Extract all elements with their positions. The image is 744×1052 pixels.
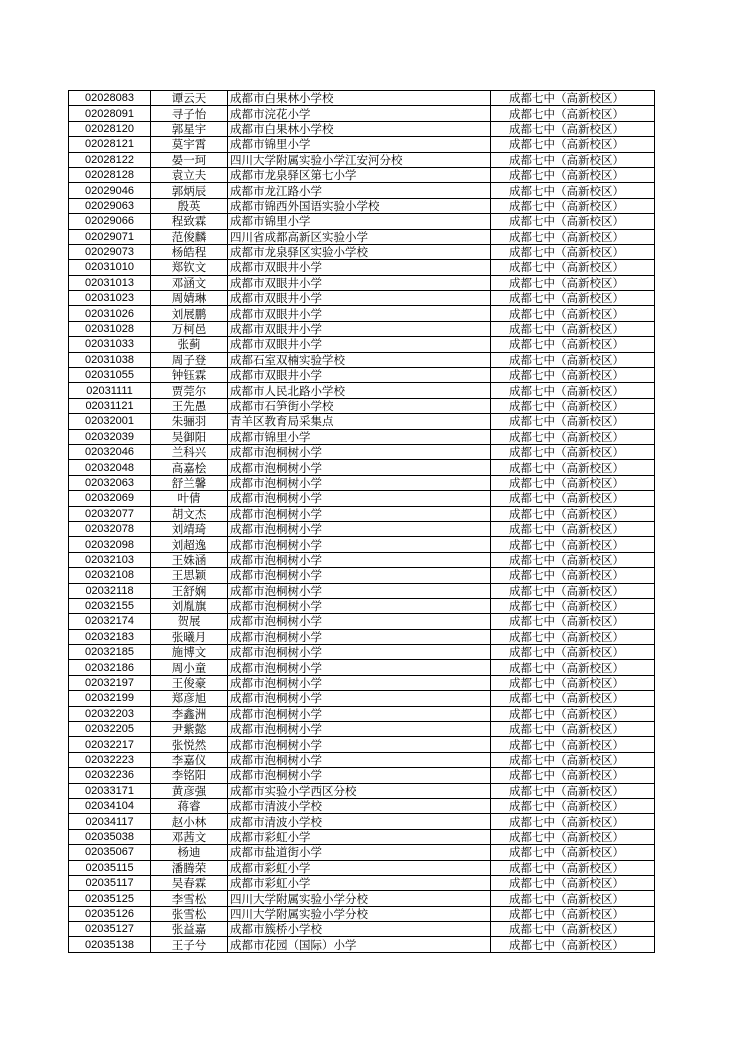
school-cell: 四川大学附属实验小学分校 [228,906,491,921]
admitted-school-cell: 成都七中（高新校区） [491,275,655,290]
table-row [69,229,655,244]
student-id-cell: 02032039 [69,429,151,444]
student-id-cell: 02031013 [69,275,151,290]
student-name-cell: 刘靖琦 [151,521,228,536]
student-name-cell: 张悦然 [151,737,228,752]
student-name-cell: 周婧琳 [151,291,228,306]
admitted-school-cell: 成都七中（高新校区） [491,891,655,906]
student-name-cell: 刘展鹏 [151,306,228,321]
admitted-school-cell: 成都七中（高新校区） [491,598,655,613]
table-row [69,752,655,767]
admitted-school-cell: 成都七中（高新校区） [491,398,655,413]
school-cell: 成都市泡桐树小学 [228,552,491,567]
student-name-cell: 王俊豪 [151,675,228,690]
school-cell: 成都市泡桐树小学 [228,598,491,613]
admitted-school-cell: 成都七中（高新校区） [491,183,655,198]
school-cell: 成都市龙泉驿区第七小学 [228,167,491,182]
student-id-cell: 02032118 [69,583,151,598]
admitted-school-cell: 成都七中（高新校区） [491,167,655,182]
student-name-cell: 邓茜文 [151,829,228,844]
student-name-cell: 张曦月 [151,629,228,644]
table-row [69,660,655,675]
table-row [69,906,655,921]
school-cell: 成都市龙江路小学 [228,183,491,198]
student-name-cell: 杨皓程 [151,244,228,259]
school-cell: 成都石室双楠实验学校 [228,352,491,367]
school-cell: 成都市泡桐树小学 [228,537,491,552]
table-row [69,845,655,860]
student-name-cell: 叶倩 [151,491,228,506]
student-name-cell: 周小童 [151,660,228,675]
admitted-school-cell: 成都七中（高新校区） [491,645,655,660]
student-name-cell: 吴御阳 [151,429,228,444]
school-cell: 成都市清波小学校 [228,798,491,813]
table-row [69,783,655,798]
table-row [69,106,655,121]
table-row [69,798,655,813]
student-name-cell: 黄彦强 [151,783,228,798]
school-cell: 成都市人民北路小学校 [228,383,491,398]
student-name-cell: 王舒娴 [151,583,228,598]
admitted-school-cell: 成都七中（高新校区） [491,675,655,690]
school-cell: 成都市彩虹小学 [228,875,491,890]
student-id-cell: 02031111 [69,383,151,398]
school-cell: 成都市花园（国际）小学 [228,937,491,952]
admitted-school-cell: 成都七中（高新校区） [491,198,655,213]
school-cell: 成都市双眼井小学 [228,306,491,321]
school-cell: 成都市泡桐树小学 [228,645,491,660]
student-id-cell: 02029066 [69,214,151,229]
student-name-cell: 赵小林 [151,814,228,829]
admitted-school-cell: 成都七中（高新校区） [491,91,655,106]
table-row [69,829,655,844]
school-cell: 四川大学附属实验小学分校 [228,891,491,906]
student-name-cell: 周子登 [151,352,228,367]
student-name-cell: 施博文 [151,645,228,660]
student-id-cell: 02029063 [69,198,151,213]
table-row [69,629,655,644]
table-row [69,922,655,937]
school-cell: 成都市泡桐树小学 [228,506,491,521]
student-id-cell: 02032223 [69,752,151,767]
admitted-school-cell: 成都七中（高新校区） [491,691,655,706]
table-row [69,429,655,444]
school-cell: 成都市簇桥小学校 [228,922,491,937]
school-cell: 成都市泡桐树小学 [228,768,491,783]
table-row [69,121,655,136]
table-row [69,568,655,583]
table-row [69,383,655,398]
student-id-cell: 02029071 [69,229,151,244]
table-row [69,521,655,536]
table-row [69,368,655,383]
admitted-school-cell: 成都七中（高新校区） [491,214,655,229]
student-id-cell: 02028091 [69,106,151,121]
admitted-school-cell: 成都七中（高新校区） [491,829,655,844]
table-row [69,214,655,229]
student-id-cell: 02035126 [69,906,151,921]
student-id-cell: 02032098 [69,537,151,552]
admitted-school-cell: 成都七中（高新校区） [491,260,655,275]
school-cell: 成都市泡桐树小学 [228,675,491,690]
admitted-school-cell: 成都七中（高新校区） [491,414,655,429]
table-row [69,768,655,783]
table-row [69,137,655,152]
table-row [69,722,655,737]
school-cell: 成都市浣花小学 [228,106,491,121]
table-row [69,706,655,721]
student-id-cell: 02028083 [69,91,151,106]
student-name-cell: 李铭阳 [151,768,228,783]
admitted-school-cell: 成都七中（高新校区） [491,875,655,890]
student-id-cell: 02032063 [69,475,151,490]
student-id-cell: 02032197 [69,675,151,690]
student-name-cell: 郭炳辰 [151,183,228,198]
school-cell: 青羊区教育局采集点 [228,414,491,429]
admitted-school-cell: 成都七中（高新校区） [491,475,655,490]
student-name-cell: 胡文杰 [151,506,228,521]
student-name-cell: 王子兮 [151,937,228,952]
admitted-school-cell: 成都七中（高新校区） [491,706,655,721]
student-id-cell: 02031026 [69,306,151,321]
table-row [69,583,655,598]
admitted-school-cell: 成都七中（高新校区） [491,937,655,952]
school-cell: 成都市泡桐树小学 [228,583,491,598]
student-name-cell: 李嘉仪 [151,752,228,767]
table-row [69,475,655,490]
school-cell: 四川省成都高新区实验小学 [228,229,491,244]
student-name-cell: 张雪松 [151,906,228,921]
student-name-cell: 王姝涵 [151,552,228,567]
school-cell: 成都市双眼井小学 [228,260,491,275]
school-cell: 成都市泡桐树小学 [228,491,491,506]
admitted-school-cell: 成都七中（高新校区） [491,537,655,552]
student-name-cell: 朱骊羽 [151,414,228,429]
student-name-cell: 寻子怡 [151,106,228,121]
school-cell: 成都市泡桐树小学 [228,660,491,675]
student-id-cell: 02031033 [69,337,151,352]
table-row [69,737,655,752]
admitted-school-cell: 成都七中（高新校区） [491,614,655,629]
school-cell: 成都市实验小学西区分校 [228,783,491,798]
table-row [69,398,655,413]
table-row [69,891,655,906]
student-id-cell: 02028120 [69,121,151,136]
student-id-cell: 02032174 [69,614,151,629]
school-cell: 成都市彩虹小学 [228,829,491,844]
school-cell: 成都市锦里小学 [228,137,491,152]
school-cell: 成都市泡桐树小学 [228,722,491,737]
admitted-school-cell: 成都七中（高新校区） [491,383,655,398]
student-id-cell: 02029046 [69,183,151,198]
student-name-cell: 王先愚 [151,398,228,413]
student-name-cell: 晏一珂 [151,152,228,167]
student-name-cell: 尹紫懿 [151,722,228,737]
school-cell: 成都市双眼井小学 [228,321,491,336]
student-name-cell: 郑钦文 [151,260,228,275]
table-row [69,645,655,660]
table-row [69,444,655,459]
table-row [69,291,655,306]
student-id-cell: 02032199 [69,691,151,706]
admitted-school-cell: 成都七中（高新校区） [491,521,655,536]
table-row [69,506,655,521]
admitted-school-cell: 成都七中（高新校区） [491,337,655,352]
admitted-school-cell: 成都七中（高新校区） [491,552,655,567]
student-name-cell: 莫宇霄 [151,137,228,152]
admitted-school-cell: 成都七中（高新校区） [491,444,655,459]
school-cell: 成都市白果林小学校 [228,121,491,136]
student-id-cell: 02032001 [69,414,151,429]
admission-table [68,90,655,953]
school-cell: 成都市锦里小学 [228,429,491,444]
admitted-school-cell: 成都七中（高新校区） [491,368,655,383]
student-name-cell: 张蓟 [151,337,228,352]
admitted-school-cell: 成都七中（高新校区） [491,583,655,598]
admitted-school-cell: 成都七中（高新校区） [491,629,655,644]
school-cell: 成都市白果林小学校 [228,91,491,106]
school-cell: 成都市泡桐树小学 [228,629,491,644]
student-name-cell: 刘超逸 [151,537,228,552]
student-id-cell: 02031038 [69,352,151,367]
admitted-school-cell: 成都七中（高新校区） [491,152,655,167]
table-row [69,306,655,321]
student-name-cell: 程致霖 [151,214,228,229]
admitted-school-cell: 成都七中（高新校区） [491,752,655,767]
school-cell: 成都市锦里小学 [228,214,491,229]
student-id-cell: 02034117 [69,814,151,829]
school-cell: 成都市泡桐树小学 [228,568,491,583]
table-row [69,198,655,213]
admitted-school-cell: 成都七中（高新校区） [491,506,655,521]
student-name-cell: 贺展 [151,614,228,629]
school-cell: 成都市泡桐树小学 [228,691,491,706]
table-row [69,675,655,690]
student-name-cell: 谭云天 [151,91,228,106]
student-name-cell: 郭星宇 [151,121,228,136]
school-cell: 成都市清波小学校 [228,814,491,829]
student-name-cell: 袁立夫 [151,167,228,182]
student-id-cell: 02031055 [69,368,151,383]
student-name-cell: 李雪松 [151,891,228,906]
student-name-cell: 兰科兴 [151,444,228,459]
school-cell: 成都市双眼井小学 [228,275,491,290]
student-name-cell: 殷英 [151,198,228,213]
student-id-cell: 02032186 [69,660,151,675]
student-name-cell: 吴春霖 [151,875,228,890]
student-name-cell: 王思颖 [151,568,228,583]
table-row [69,814,655,829]
school-cell: 成都市泡桐树小学 [228,444,491,459]
school-cell: 成都市盐道街小学 [228,845,491,860]
admitted-school-cell: 成都七中（高新校区） [491,121,655,136]
student-name-cell: 高嘉桧 [151,460,228,475]
student-id-cell: 02032217 [69,737,151,752]
student-name-cell: 范俊麟 [151,229,228,244]
table-row [69,337,655,352]
student-id-cell: 02032077 [69,506,151,521]
admitted-school-cell: 成都七中（高新校区） [491,460,655,475]
student-name-cell: 郑彦旭 [151,691,228,706]
school-cell: 成都市双眼井小学 [228,368,491,383]
student-id-cell: 02031010 [69,260,151,275]
student-id-cell: 02032046 [69,444,151,459]
student-id-cell: 02035127 [69,922,151,937]
student-id-cell: 02035125 [69,891,151,906]
admitted-school-cell: 成都七中（高新校区） [491,229,655,244]
admitted-school-cell: 成都七中（高新校区） [491,352,655,367]
student-id-cell: 02032078 [69,521,151,536]
school-cell: 成都市双眼井小学 [228,291,491,306]
student-id-cell: 02032236 [69,768,151,783]
student-id-cell: 02028122 [69,152,151,167]
school-cell: 成都市锦西外国语实验小学校 [228,198,491,213]
table-row [69,260,655,275]
admitted-school-cell: 成都七中（高新校区） [491,722,655,737]
table-row [69,552,655,567]
admitted-school-cell: 成都七中（高新校区） [491,737,655,752]
admitted-school-cell: 成都七中（高新校区） [491,106,655,121]
student-id-cell: 02032203 [69,706,151,721]
student-id-cell: 02031121 [69,398,151,413]
school-cell: 成都市泡桐树小学 [228,706,491,721]
table-row [69,614,655,629]
school-cell: 成都市泡桐树小学 [228,752,491,767]
student-id-cell: 02032048 [69,460,151,475]
student-id-cell: 02035138 [69,937,151,952]
student-id-cell: 02032183 [69,629,151,644]
student-id-cell: 02032155 [69,598,151,613]
student-name-cell: 潘腾荣 [151,860,228,875]
student-id-cell: 02035115 [69,860,151,875]
student-id-cell: 02032185 [69,645,151,660]
student-name-cell: 万柯邑 [151,321,228,336]
student-id-cell: 02032069 [69,491,151,506]
table-row [69,875,655,890]
admitted-school-cell: 成都七中（高新校区） [491,244,655,259]
school-cell: 成都市泡桐树小学 [228,614,491,629]
admitted-school-cell: 成都七中（高新校区） [491,922,655,937]
student-id-cell: 02032103 [69,552,151,567]
table-row [69,937,655,952]
student-id-cell: 02035067 [69,845,151,860]
student-id-cell: 02031023 [69,291,151,306]
school-cell: 成都市龙泉驿区实验小学校 [228,244,491,259]
student-name-cell: 贾莞尔 [151,383,228,398]
admitted-school-cell: 成都七中（高新校区） [491,860,655,875]
table-row [69,167,655,182]
school-cell: 成都市石笋街小学校 [228,398,491,413]
table-row [69,537,655,552]
school-cell: 成都市泡桐树小学 [228,460,491,475]
admission-table-body [69,91,655,953]
admitted-school-cell: 成都七中（高新校区） [491,429,655,444]
table-row [69,491,655,506]
school-cell: 成都市双眼井小学 [228,337,491,352]
table-row [69,91,655,106]
table-row [69,152,655,167]
student-name-cell: 邓涵文 [151,275,228,290]
table-row [69,598,655,613]
school-cell: 成都市彩虹小学 [228,860,491,875]
student-name-cell: 舒兰馨 [151,475,228,490]
admitted-school-cell: 成都七中（高新校区） [491,568,655,583]
table-row [69,691,655,706]
school-cell: 四川大学附属实验小学江安河分校 [228,152,491,167]
student-id-cell: 02035038 [69,829,151,844]
student-name-cell: 李鑫洲 [151,706,228,721]
student-id-cell: 02034104 [69,798,151,813]
admitted-school-cell: 成都七中（高新校区） [491,491,655,506]
admitted-school-cell: 成都七中（高新校区） [491,306,655,321]
table-row [69,352,655,367]
student-id-cell: 02032205 [69,722,151,737]
admitted-school-cell: 成都七中（高新校区） [491,814,655,829]
admitted-school-cell: 成都七中（高新校区） [491,660,655,675]
school-cell: 成都市泡桐树小学 [228,521,491,536]
admitted-school-cell: 成都七中（高新校区） [491,768,655,783]
student-id-cell: 02032108 [69,568,151,583]
table-row [69,321,655,336]
student-id-cell: 02033171 [69,783,151,798]
school-cell: 成都市泡桐树小学 [228,737,491,752]
admitted-school-cell: 成都七中（高新校区） [491,291,655,306]
table-row [69,244,655,259]
admitted-school-cell: 成都七中（高新校区） [491,137,655,152]
table-row [69,275,655,290]
student-id-cell: 02029073 [69,244,151,259]
table-row [69,860,655,875]
student-name-cell: 刘胤旗 [151,598,228,613]
student-name-cell: 张益嘉 [151,922,228,937]
student-id-cell: 02031028 [69,321,151,336]
school-cell: 成都市泡桐树小学 [228,475,491,490]
student-id-cell: 02028121 [69,137,151,152]
student-name-cell: 杨迪 [151,845,228,860]
admitted-school-cell: 成都七中（高新校区） [491,783,655,798]
table-row [69,183,655,198]
admitted-school-cell: 成都七中（高新校区） [491,845,655,860]
table-row [69,460,655,475]
student-name-cell: 蒋睿 [151,798,228,813]
table-row [69,414,655,429]
admitted-school-cell: 成都七中（高新校区） [491,798,655,813]
student-id-cell: 02028128 [69,167,151,182]
student-name-cell: 钟钰霖 [151,368,228,383]
admitted-school-cell: 成都七中（高新校区） [491,906,655,921]
student-id-cell: 02035117 [69,875,151,890]
admitted-school-cell: 成都七中（高新校区） [491,321,655,336]
